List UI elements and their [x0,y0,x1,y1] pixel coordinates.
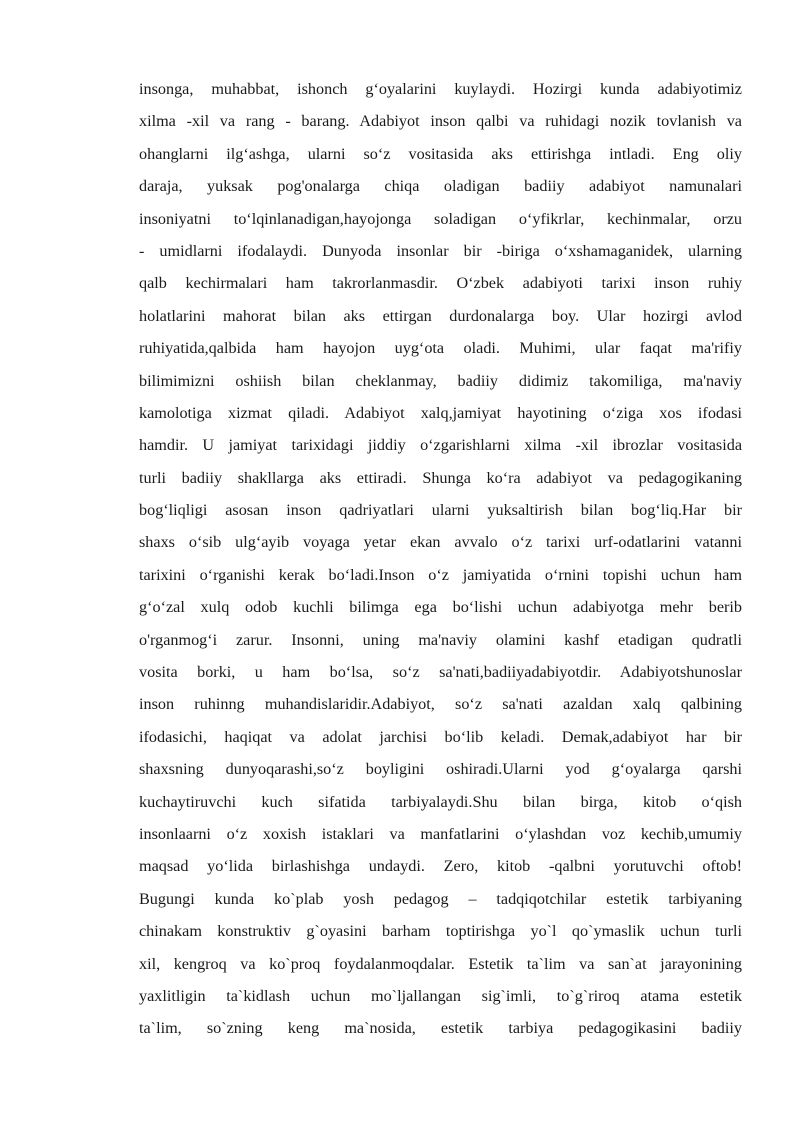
text-line-28: xil, kengroq va ko`proq foydalanmoqdalar. Estetik ta`lim va san`at jarayonining [139,954,742,973]
text-line-10: bilimimizni oshiish bilan cheklanmay, badiiy didimiz takomiliga, ma'naviy [139,371,742,390]
text-line-25: maqsad yo‘lida birlashishga undaydi. Zero, kitob -qalbni yorutuvchi oftob! [139,857,742,876]
text-line-1: insonga, muhabbat, ishonch g‘oyalarini kuylaydi. Hozirgi kunda adabiyotimiz [139,80,742,98]
text-line-4: daraja, yuksak pog'onalarga chiqa oladigan badiiy adabiyot namunalari [139,177,742,196]
text-line-21: ifodasichi, haqiqat va adolat jarchisi bo‘lib keladi. Demak,adabiyot har bir [139,727,742,746]
text-line-20: inson ruhinng muhandislaridir.Adabiyot, so‘z sa'nati azaldan xalq qalbining [139,695,742,714]
text-line-12: hamdir. U jamiyat tarixidagi jiddiy o‘zgarishlarni xilma -xil ibrozlar vositasida [139,436,742,455]
text-line-8: holatlarini mahorat bilan aks ettirgan durdonalarga boy. Ular hozirgi avlod [139,306,742,325]
text-line-19: vosita borki, u ham bo‘lsa, so‘z sa'nati,badiiyadabiyotdir. Adabiyotshunoslar [139,663,742,682]
text-line-6: - umidlarni ifodalaydi. Dunyoda insonlar bir -biriga o‘xshamaganidek, ularning [139,241,742,260]
text-line-24: insonlaarni o‘z xoxish istaklari va manfatlarini o‘ylashdan voz kechib,umumiy [139,824,742,843]
text-line-7: qalb kechirmalari ham takrorlanmasdir. O‘zbek adabiyoti tarixi inson ruhiy [139,274,742,293]
text-line-15: shaxs o‘sib ulg‘ayib voyaga yetar ekan avvalo o‘z tarixi urf-odatlarini vatanni [139,533,742,552]
text-line-9: ruhiyatida,qalbida ham hayojon uyg‘ota oladi. Muhimi, ular faqat ma'rifiy [139,339,742,358]
text-line-29: yaxlitligin ta`kidlash uchun mo`ljallangan sig`imli, to`g`riroq atama estetik [139,986,742,1005]
text-line-22: shaxsning dunyoqarashi,so‘z boyligini oshiradi.Ularni yod g‘oyalarga qarshi [139,760,742,779]
text-line-11: kamolotiga xizmat qiladi. Adabiyot xalq,jamiyat hayotining o‘ziga xos ifodasi [139,403,742,422]
text-line-16: tarixini o‘rganishi kerak bo‘ladi.Inson o‘z jamiyatida o‘rnini topishi uchun ham [139,565,742,584]
text-line-26: Bugungi kunda ko`plab yosh pedagog – tadqiqotchilar estetik tarbiyaning [139,889,742,908]
text-line-2: xilma -xil va rang - barang. Adabiyot inson qalbi va ruhidagi nozik tovlanish va [139,112,742,131]
text-line-17: g‘o‘zal xulq odob kuchli bilimga ega bo‘lishi uchun adabiyotga mehr berib [139,598,742,617]
body-text [139,73,742,1045]
text-line-30: ta`lim, so`zning keng ma`nosida, estetik tarbiya pedagogikasini badiiy [139,1019,742,1038]
text-line-5: insoniyatni to‘lqinlanadigan,hayojonga soladigan o‘yfikrlar, kechinmalar, orzu [139,209,742,228]
text-line-13: turli badiiy shakllarga aks ettiradi. Shunga ko‘ra adabiyot va pedagogikaning [139,468,742,487]
text-line-14: bog‘liqligi asosan inson qadriyatlari ularni yuksaltirish bilan bog‘liq.Har bir [139,501,742,520]
text-line-18: o'rganmog‘i zarur. Insonni, uning ma'naviy olamini kashf etadigan qudratli [139,630,742,649]
text-line-23: kuchaytiruvchi kuch sifatida tarbiyalaydi.Shu bilan birga, kitob o‘qish [139,792,742,811]
text-line-3: ohanglarni ilg‘ashga, ularni so‘z vositasida aks ettirishga intladi. Eng oliy [139,144,742,163]
text-line-27: chinakam konstruktiv g`oyasini barham toptirishga yo`l qo`ymaslik uchun turli [139,922,742,941]
